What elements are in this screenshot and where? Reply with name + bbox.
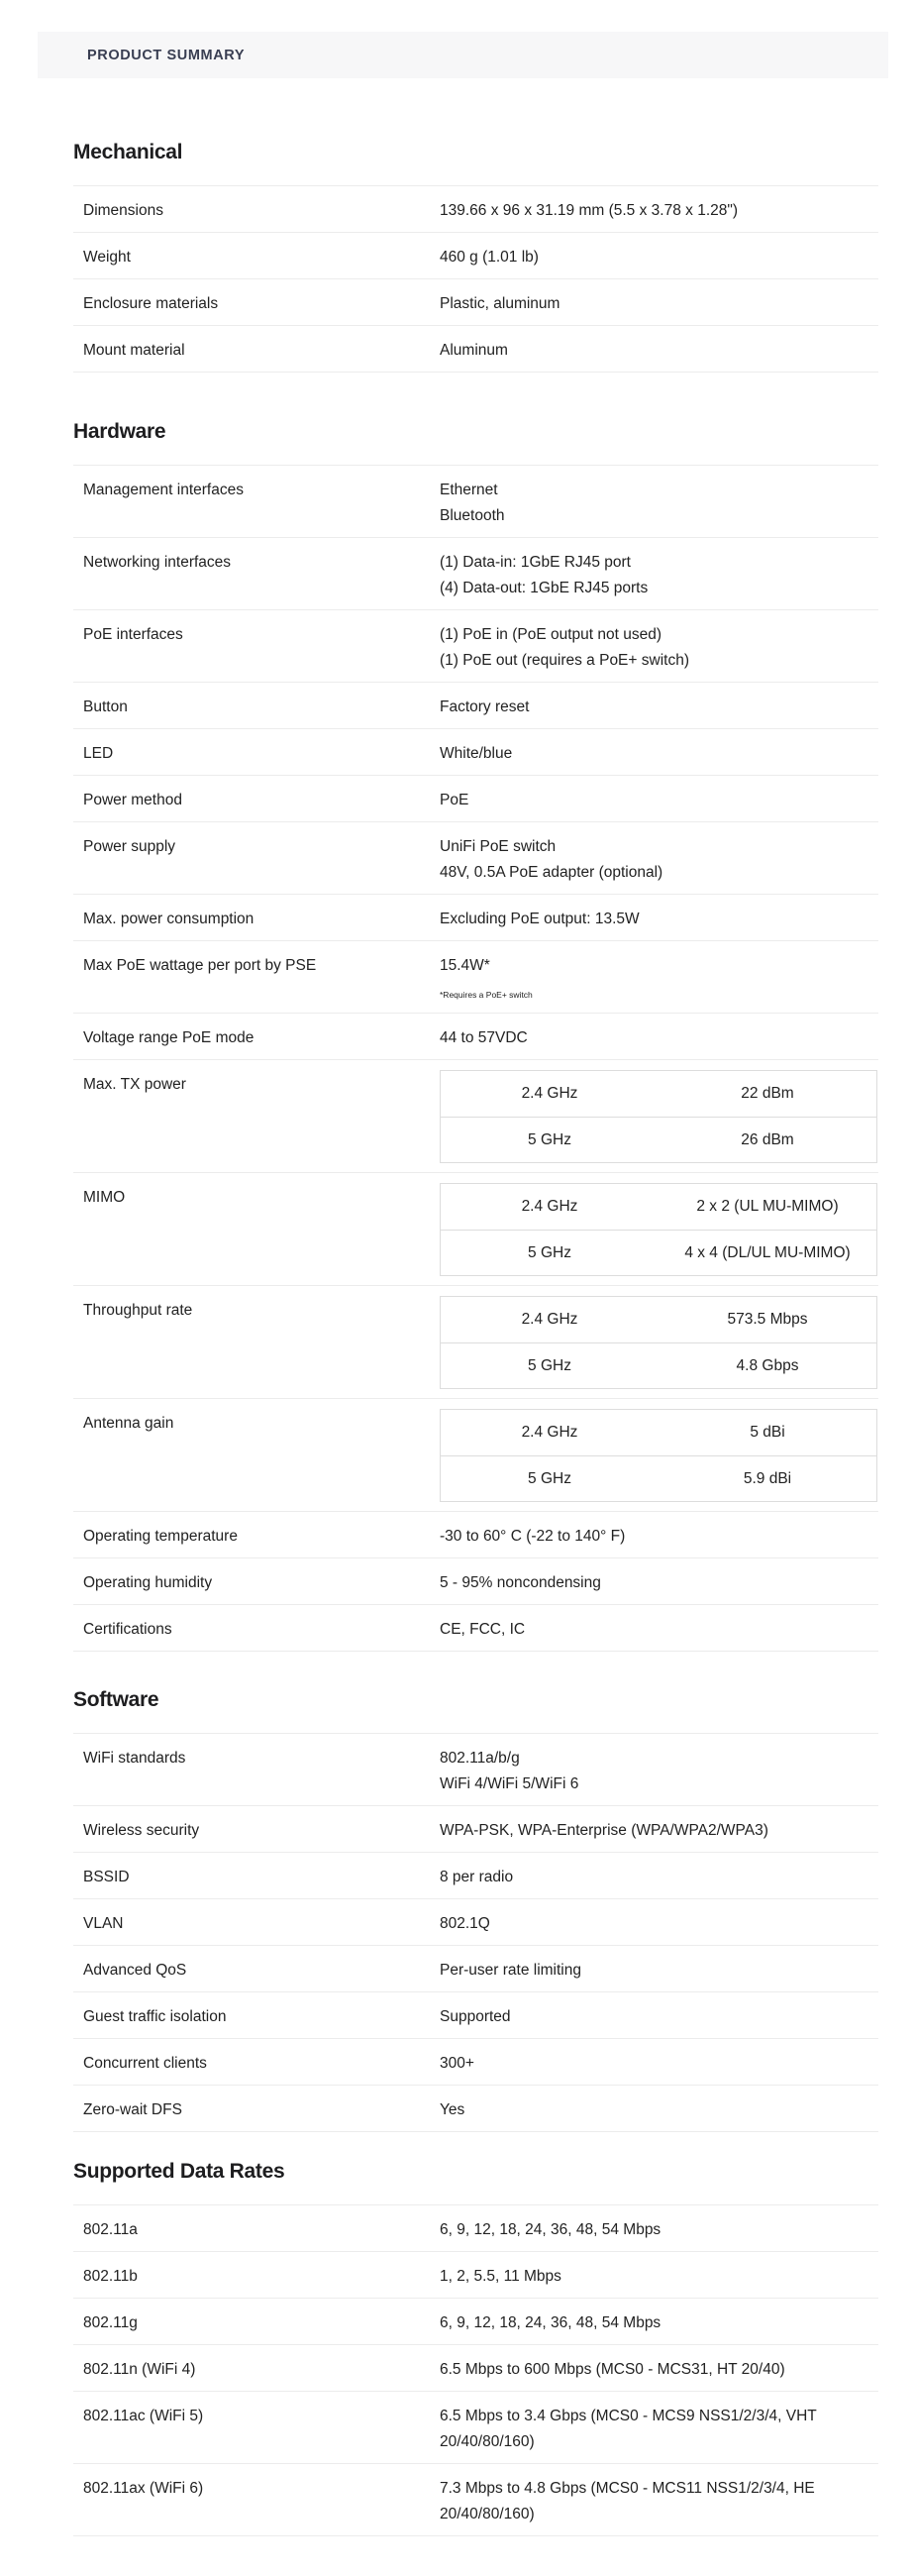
spec-value [440, 2299, 878, 2344]
spec-value [440, 2345, 878, 2391]
product-summary-title: PRODUCT SUMMARY [87, 47, 246, 63]
spec-row-poe-interfaces [73, 610, 878, 683]
spec-value-line: 460 g (1.01 lb) [440, 249, 539, 266]
spec-row-802-11ax-wifi-6 [73, 2464, 878, 2536]
spec-label: Wireless security [83, 1822, 200, 1839]
spec-table [73, 1733, 878, 2132]
band-row [441, 1184, 876, 1230]
band-name: 2.4 GHz [521, 1424, 578, 1441]
spec-row-concurrent-clients [73, 2039, 878, 2086]
spec-row-weight [73, 233, 878, 279]
spec-value-line: -30 to 60° C (-22 to 140° F) [440, 1528, 626, 1545]
spec-label: BSSID [83, 1869, 130, 1885]
spec-value [440, 683, 878, 728]
spec-value-line: (1) PoE out (requires a PoE+ switch) [440, 652, 689, 669]
spec-value [440, 1014, 878, 1059]
spec-value-line: White/blue [440, 745, 513, 762]
spec-label: Max. power consumption [83, 911, 254, 927]
spec-label: Management interfaces [83, 482, 244, 498]
spec-value-line: UniFi PoE switch [440, 838, 557, 855]
spec-value [440, 1173, 878, 1285]
spec-row-power-method [73, 776, 878, 822]
spec-value [440, 941, 878, 1013]
spec-value-line: 48V, 0.5A PoE adapter (optional) [440, 864, 663, 881]
spec-label: Throughput rate [83, 1302, 193, 1319]
spec-value-line: (1) PoE in (PoE output not used) [440, 626, 662, 643]
spec-value [440, 1992, 878, 2038]
spec-row-max-tx-power [73, 1060, 878, 1173]
spec-row-802-11g [73, 2299, 878, 2345]
spec-row-zero-wait-dfs [73, 2086, 878, 2132]
section-mechanical [73, 141, 878, 373]
spec-label: Weight [83, 249, 131, 266]
spec-label: Certifications [83, 1621, 172, 1638]
spec-row-operating-temperature [73, 1512, 878, 1558]
spec-label: 802.11g [83, 2314, 138, 2331]
band-name: 2.4 GHz [521, 1311, 578, 1328]
spec-value [440, 1286, 878, 1398]
spec-value-line: 44 to 57VDC [440, 1029, 528, 1046]
band-row [441, 1455, 876, 1501]
band-row [441, 1410, 876, 1455]
spec-row-802-11a [73, 2205, 878, 2252]
spec-value-line: Factory reset [440, 698, 530, 715]
spec-value [440, 1605, 878, 1651]
band-subtable [440, 1183, 877, 1276]
band-value: 5 dBi [750, 1424, 785, 1441]
band-value: 4 x 4 (DL/UL MU-MIMO) [684, 1243, 851, 1261]
spec-row-operating-humidity [73, 1558, 878, 1605]
spec-label: 802.11a [83, 2221, 138, 2238]
spec-label: 802.11n (WiFi 4) [83, 2361, 196, 2378]
spec-value [440, 466, 878, 537]
spec-value-line: 6.5 Mbps to 600 Mbps (MCS0 - MCS31, HT 20/40) [440, 2361, 785, 2378]
spec-value-line: 6, 9, 12, 18, 24, 36, 48, 54 Mbps [440, 2314, 662, 2331]
spec-row-voltage-range-poe-mode [73, 1014, 878, 1060]
spec-label: Mount material [83, 342, 185, 359]
band-value: 4.8 Gbps [736, 1356, 799, 1374]
spec-row-antenna-gain [73, 1399, 878, 1512]
spec-row-mimo [73, 1173, 878, 1286]
band-value: 573.5 Mbps [727, 1311, 808, 1328]
spec-row-led [73, 729, 878, 776]
spec-row-wireless-security [73, 1806, 878, 1853]
spec-label: WiFi standards [83, 1750, 186, 1767]
spec-row-guest-traffic-isolation [73, 1992, 878, 2039]
spec-value [440, 326, 878, 372]
spec-value [440, 538, 878, 609]
spec-value-line: 802.11a/b/g [440, 1750, 520, 1767]
spec-row-802-11n-wifi-4 [73, 2345, 878, 2392]
spec-label: Power method [83, 792, 182, 808]
spec-value-line: Plastic, aluminum [440, 295, 560, 312]
band-name: 5 GHz [528, 1469, 571, 1487]
spec-row-max-power-consumption [73, 895, 878, 941]
section-heading: Supported Data Rates [73, 2160, 285, 2183]
spec-label: MIMO [83, 1189, 126, 1206]
spec-label: Voltage range PoE mode [83, 1029, 254, 1046]
spec-row-power-supply [73, 822, 878, 895]
spec-row-management-interfaces [73, 466, 878, 538]
spec-value [440, 1060, 878, 1172]
spec-value-line: 6, 9, 12, 18, 24, 36, 48, 54 Mbps [440, 2221, 662, 2238]
spec-value [440, 2205, 878, 2251]
spec-value-line: 7.3 Mbps to 4.8 Gbps (MCS0 - MCS11 NSS1/2/3/4, HE [440, 2480, 815, 2497]
spec-label: VLAN [83, 1915, 124, 1932]
spec-row-enclosure-materials [73, 279, 878, 326]
spec-row-max-poe-wattage-per-port-by-pse [73, 941, 878, 1014]
spec-value-line: WPA-PSK, WPA-Enterprise (WPA/WPA2/WPA3) [440, 1822, 768, 1839]
spec-value-line: 8 per radio [440, 1869, 514, 1885]
spec-value-line: Supported [440, 2008, 511, 2025]
spec-value-line: WiFi 4/WiFi 5/WiFi 6 [440, 1775, 579, 1792]
spec-label: Advanced QoS [83, 1962, 187, 1979]
spec-value-line: CE, FCC, IC [440, 1621, 526, 1638]
spec-label: Enclosure materials [83, 295, 219, 312]
spec-table [73, 2204, 878, 2536]
spec-value-line: 300+ [440, 2055, 474, 2072]
spec-value-line: Excluding PoE output: 13.5W [440, 911, 640, 927]
spec-value [440, 279, 878, 325]
spec-value [440, 2464, 878, 2535]
spec-value [440, 729, 878, 775]
spec-value [440, 2086, 878, 2131]
spec-value-line: Aluminum [440, 342, 508, 359]
band-name: 5 GHz [528, 1356, 571, 1374]
band-row [441, 1230, 876, 1275]
spec-label: 802.11ac (WiFi 5) [83, 2408, 204, 2424]
spec-row-certifications [73, 1605, 878, 1652]
product-summary-bar [38, 32, 888, 78]
spec-value-line: Bluetooth [440, 507, 505, 524]
spec-value-line: Yes [440, 2101, 465, 2118]
spec-value-line: 802.1Q [440, 1915, 490, 1932]
section-heading: Software [73, 1688, 159, 1711]
band-row [441, 1117, 876, 1162]
band-row [441, 1071, 876, 1117]
spec-value-line: Ethernet [440, 482, 498, 498]
band-name: 5 GHz [528, 1130, 571, 1148]
spec-value-line: (1) Data-in: 1GbE RJ45 port [440, 554, 631, 571]
spec-footnote: *Requires a PoE+ switch [440, 990, 533, 1000]
spec-row-802-11b [73, 2252, 878, 2299]
section-supported-data-rates [73, 2160, 878, 2536]
spec-row-802-11ac-wifi-5 [73, 2392, 878, 2464]
spec-value-line: (4) Data-out: 1GbE RJ45 ports [440, 580, 649, 596]
spec-value [440, 1734, 878, 1805]
section-heading: Hardware [73, 420, 166, 443]
spec-value-line: 139.66 x 96 x 31.19 mm (5.5 x 3.78 x 1.28") [440, 202, 739, 219]
spec-row-networking-interfaces [73, 538, 878, 610]
spec-value-line: 20/40/80/160) [440, 2433, 535, 2450]
spec-value [440, 1899, 878, 1945]
spec-label: Operating temperature [83, 1528, 238, 1545]
spec-value [440, 2252, 878, 2298]
spec-label: Concurrent clients [83, 2055, 207, 2072]
spec-value [440, 2392, 878, 2463]
spec-value [440, 1946, 878, 1991]
spec-label: 802.11ax (WiFi 6) [83, 2480, 204, 2497]
spec-label: Button [83, 698, 128, 715]
spec-label: 802.11b [83, 2268, 138, 2285]
section-heading: Mechanical [73, 141, 183, 163]
band-name: 2.4 GHz [521, 1198, 578, 1215]
band-row [441, 1342, 876, 1388]
spec-label: Antenna gain [83, 1415, 174, 1432]
section-software [73, 1688, 878, 2132]
spec-value [440, 1558, 878, 1604]
spec-value [440, 822, 878, 894]
spec-value-line: 5 - 95% noncondensing [440, 1574, 601, 1591]
spec-value [440, 233, 878, 278]
spec-table [73, 185, 878, 373]
band-value: 22 dBm [741, 1085, 794, 1102]
spec-value [440, 1512, 878, 1557]
spec-label: LED [83, 745, 114, 762]
section-hardware [73, 420, 878, 1652]
band-subtable [440, 1296, 877, 1389]
band-subtable [440, 1409, 877, 1502]
spec-row-bssid [73, 1853, 878, 1899]
band-name: 2.4 GHz [521, 1085, 578, 1102]
spec-value [440, 1853, 878, 1898]
band-value: 26 dBm [741, 1130, 794, 1148]
spec-row-dimensions [73, 186, 878, 233]
band-value: 2 x 2 (UL MU-MIMO) [696, 1198, 839, 1215]
spec-value [440, 776, 878, 821]
spec-label: Max PoE wattage per port by PSE [83, 957, 317, 974]
spec-label: Operating humidity [83, 1574, 213, 1591]
spec-label: Dimensions [83, 202, 163, 219]
spec-value-line: 15.4W* [440, 957, 490, 974]
spec-value-line: PoE [440, 792, 469, 808]
spec-value-line: Per-user rate limiting [440, 1962, 581, 1979]
spec-label: Zero-wait DFS [83, 2101, 182, 2118]
spec-label: Networking interfaces [83, 554, 232, 571]
spec-value-line: 20/40/80/160) [440, 2506, 535, 2522]
spec-row-vlan [73, 1899, 878, 1946]
spec-row-throughput-rate [73, 1286, 878, 1399]
band-subtable [440, 1070, 877, 1163]
spec-value [440, 1806, 878, 1852]
spec-value [440, 2039, 878, 2085]
spec-value-line: 1, 2, 5.5, 11 Mbps [440, 2268, 561, 2285]
spec-value-line: 6.5 Mbps to 3.4 Gbps (MCS0 - MCS9 NSS1/2/3/4, VHT [440, 2408, 817, 2424]
spec-value [440, 895, 878, 940]
spec-row-mount-material [73, 326, 878, 373]
spec-row-advanced-qos [73, 1946, 878, 1992]
band-value: 5.9 dBi [743, 1469, 792, 1487]
spec-value [440, 186, 878, 232]
band-row [441, 1297, 876, 1342]
spec-row-button [73, 683, 878, 729]
spec-label: Power supply [83, 838, 176, 855]
spec-row-wifi-standards [73, 1734, 878, 1806]
spec-label: Max. TX power [83, 1076, 186, 1093]
spec-label: Guest traffic isolation [83, 2008, 227, 2025]
band-name: 5 GHz [528, 1243, 571, 1261]
spec-table [73, 465, 878, 1652]
spec-value [440, 610, 878, 682]
spec-value [440, 1399, 878, 1511]
spec-label: PoE interfaces [83, 626, 183, 643]
